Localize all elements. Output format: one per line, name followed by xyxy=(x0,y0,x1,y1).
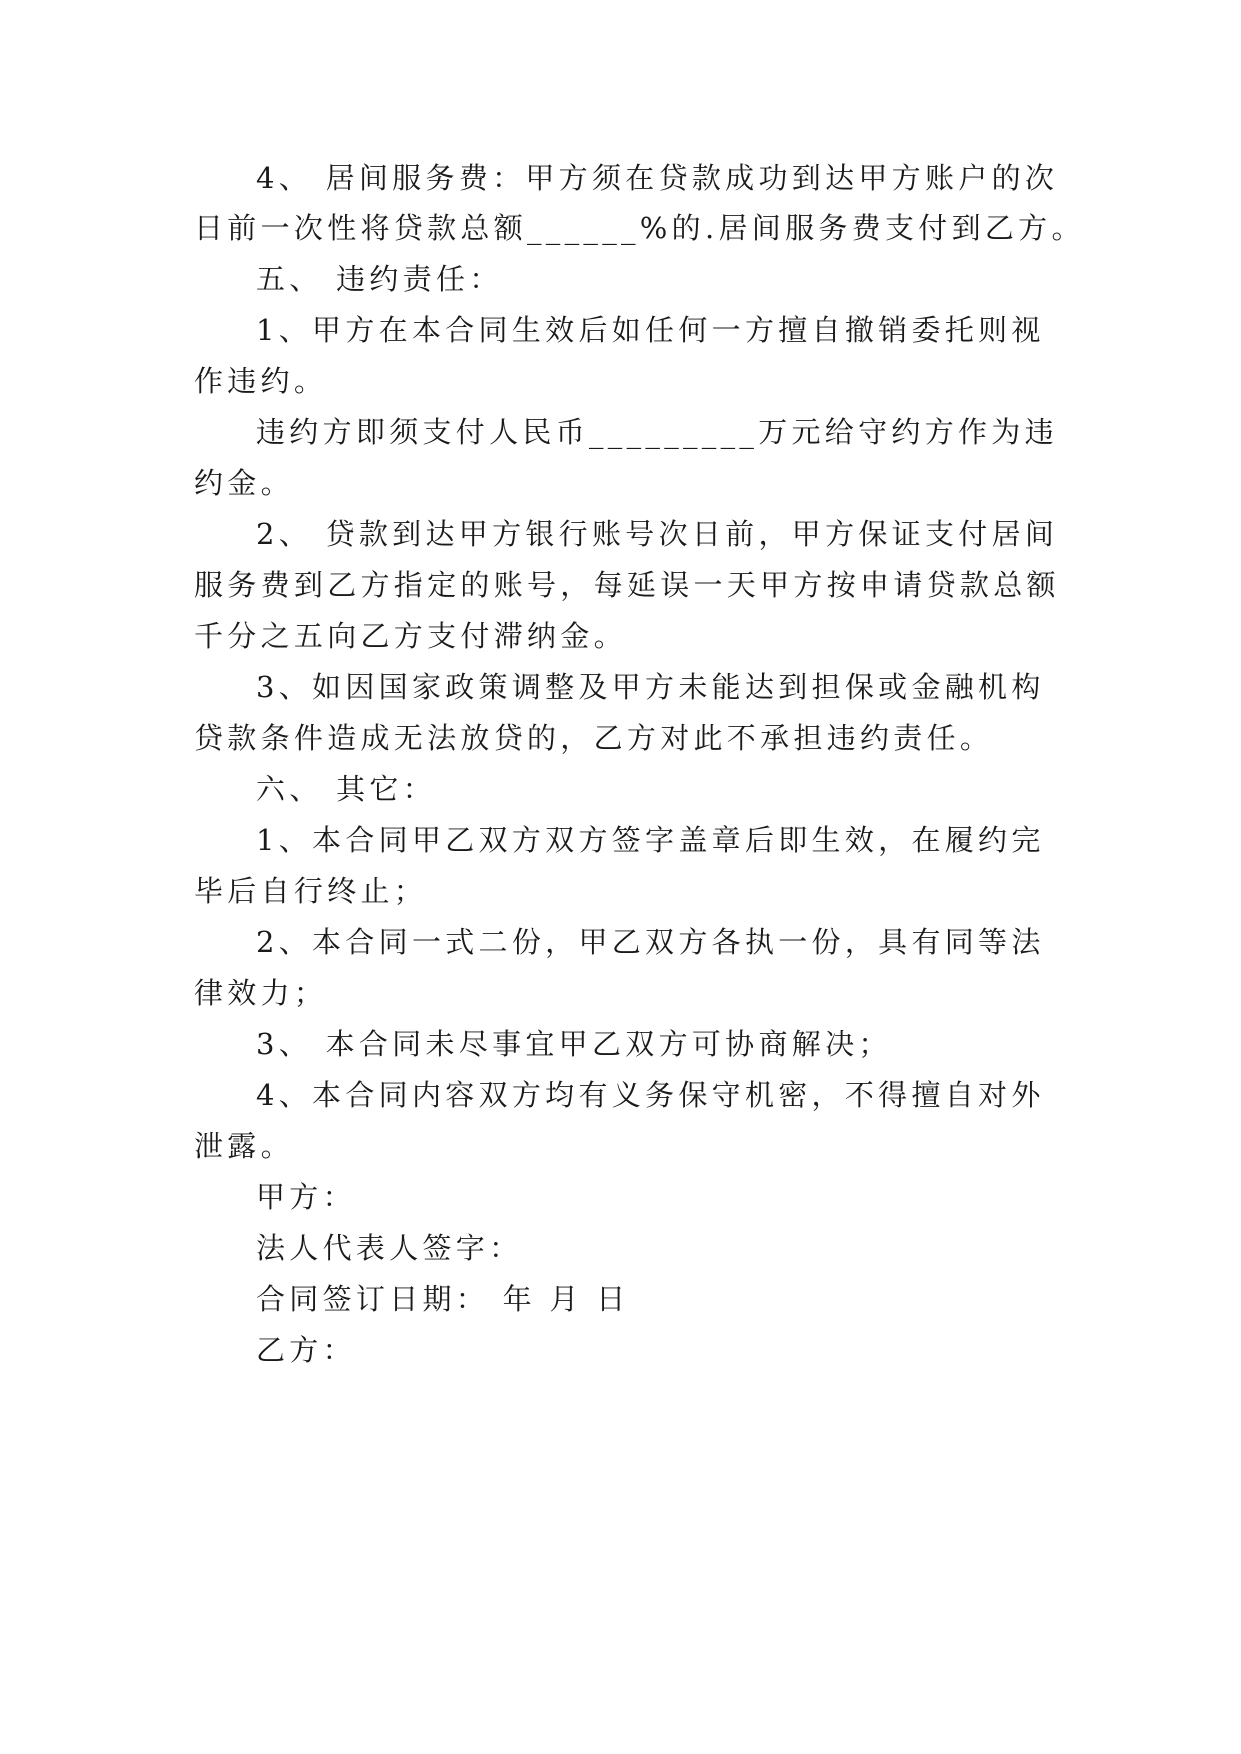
clause-5-2-line-2: 服务费到乙方指定的账号，每延误一天甲方按申请贷款总额 xyxy=(194,568,1060,602)
clause-6-2-line-2: 律效力； xyxy=(194,976,328,1010)
clause-4-service-fee-line-1: 4、 居间服务费：甲方须在贷款成功到达甲方账户的次 xyxy=(256,161,1059,195)
clause-5-3-line-2: 贷款条件造成无法放贷的，乙方对此不承担违约责任。 xyxy=(194,721,994,755)
party-a-label: 甲方： xyxy=(256,1180,356,1214)
penalty-line-1: 违约方即须支付人民币_________万元给守约方作为违 xyxy=(256,415,1058,449)
signing-date-label: 合同签订日期： 年 月 日 xyxy=(256,1282,630,1316)
section-6-heading: 六、 其它： xyxy=(256,772,437,806)
penalty-line-2: 约金。 xyxy=(194,466,294,500)
clause-6-1-line-2: 毕后自行终止； xyxy=(194,874,428,908)
clause-5-2-line-3: 千分之五向乙方支付滞纳金。 xyxy=(194,619,627,653)
legal-rep-signature-label: 法人代表人签字： xyxy=(256,1231,523,1265)
clause-5-1-line-2: 作违约。 xyxy=(194,364,328,398)
clause-6-2-line-1: 2、本合同一式二份，甲乙双方各执一份，具有同等法 xyxy=(256,925,1045,959)
clause-5-2-line-1: 2、 贷款到达甲方银行账号次日前，甲方保证支付居间 xyxy=(256,517,1059,551)
party-b-label: 乙方： xyxy=(256,1333,356,1367)
clause-5-1-line-1: 1、甲方在本合同生效后如任何一方擅自撤销委托则视 xyxy=(256,313,1045,347)
section-5-heading: 五、 违约责任： xyxy=(256,262,503,296)
clause-4-service-fee-line-2: 日前一次性将贷款总额______%的.居间服务费支付到乙方。 xyxy=(194,211,1085,245)
clause-6-3: 3、 本合同未尽事宜甲乙双方可协商解决； xyxy=(256,1027,892,1061)
clause-6-4-line-1: 4、本合同内容双方均有义务保守机密，不得擅自对外 xyxy=(256,1078,1045,1112)
clause-6-1-line-1: 1、本合同甲乙双方双方签字盖章后即生效，在履约完 xyxy=(256,823,1045,857)
clause-5-3-line-1: 3、如因国家政策调整及甲方未能达到担保或金融机构 xyxy=(256,670,1045,704)
clause-6-4-line-2: 泄露。 xyxy=(194,1129,294,1163)
